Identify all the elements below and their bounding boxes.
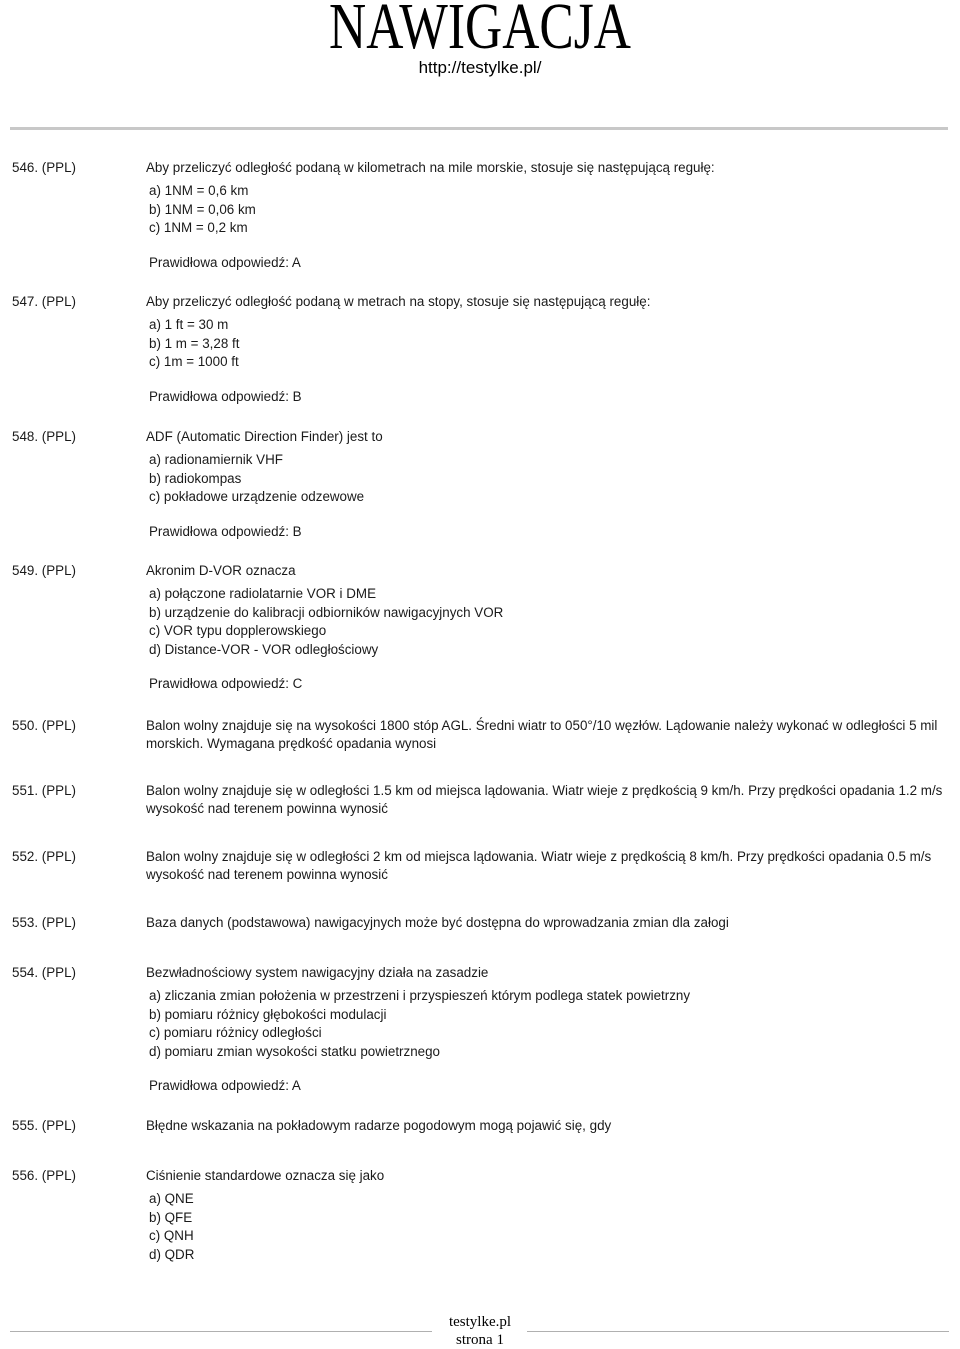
answer-options [149, 451, 947, 507]
question-number: 552. (PPL) [12, 849, 77, 864]
option-b: b) urządzenie do kalibracji odbiorników nawigacyjnych VOR [149, 604, 504, 620]
option-c: c) QNH [149, 1228, 194, 1243]
correct-answer: Prawidłowa odpowiedź: B [149, 388, 302, 404]
question-549 [12, 562, 947, 693]
header-divider [10, 127, 948, 130]
question-555 [12, 1117, 947, 1135]
answer-options [149, 585, 947, 659]
option-c: c) pomiaru różnicy odległości [149, 1025, 322, 1040]
question-number: 547. (PPL) [12, 294, 77, 309]
option-b: b) pomiaru różnicy głębokości modulacji [149, 1006, 387, 1022]
correct-answer: Prawidłowa odpowiedź: C [149, 676, 303, 691]
question-548 [12, 428, 947, 541]
question-text: Aby przeliczyć odległość podaną w metrach na stopy, stosuje się następującą regułę: [146, 294, 651, 309]
option-d: d) pomiaru zmian wysokości statku powietrznego [149, 1043, 440, 1059]
option-c: c) 1NM = 0,2 km [149, 220, 248, 235]
footer-site: testylke.pl [448, 1314, 512, 1330]
answer-options [149, 987, 947, 1061]
option-d: d) QDR [149, 1246, 195, 1262]
question-number: 550. (PPL) [12, 718, 77, 733]
option-b: b) QFE [149, 1209, 193, 1225]
option-b: b) radiokompas [149, 470, 242, 486]
document-title: NAWIGACJA [329, 0, 631, 63]
question-number: 549. (PPL) [12, 563, 77, 578]
question-number: 546. (PPL) [12, 160, 77, 175]
question-text: Balon wolny znajduje się na wysokości 1800 stóp AGL. Średni wiatr to 050°/10 węzłów. Lądowanie należy wykonać w odległości 5 mil morskich. Wymagana prędkość opadania wynosi [146, 718, 938, 751]
option-a: a) 1 ft = 30 m [149, 317, 229, 332]
option-b: b) 1NM = 0,06 km [149, 201, 256, 217]
option-d: d) Distance-VOR - VOR odległościowy [149, 641, 379, 657]
source-url: http://testylke.pl/ [418, 58, 542, 77]
question-546 [12, 159, 947, 272]
question-number: 553. (PPL) [12, 915, 77, 930]
question-552 [12, 848, 947, 884]
option-a: a) QNE [149, 1191, 194, 1206]
question-text: Akronim D-VOR oznacza [146, 563, 296, 578]
answer-options [149, 316, 947, 372]
option-a: a) 1NM = 0,6 km [149, 183, 249, 198]
question-text: Aby przeliczyć odległość podaną w kilometrach na mile morskie, stosuje się następującą regułę: [146, 160, 715, 175]
question-text: Błędne wskazania na pokładowym radarze pogodowym mogą pojawić się, gdy [146, 1118, 612, 1133]
correct-answer: Prawidłowa odpowiedź: A [149, 1078, 301, 1093]
answer-options [149, 1190, 947, 1264]
question-text: Bezwładnościowy system nawigacyjny działa na zasadzie [146, 965, 489, 980]
question-556 [12, 1167, 947, 1264]
question-number: 554. (PPL) [12, 965, 77, 980]
question-550 [12, 717, 947, 753]
option-a: a) połączone radiolatarnie VOR i DME [149, 586, 377, 601]
question-text: Balon wolny znajduje się w odległości 2 km od miejsca lądowania. Wiatr wieje z prędkością 8 km/h. Przy prędkości opadania 0.5 m/s wysokość nad terenem powinna wynosić [146, 849, 932, 882]
answer-options [149, 182, 947, 238]
option-b: b) 1 m = 3,28 ft [149, 335, 240, 351]
question-text: Ciśnienie standardowe oznacza się jako [146, 1168, 385, 1183]
page-number: strona 1 [456, 1332, 504, 1348]
correct-answer: Prawidłowa odpowiedź: B [149, 523, 302, 539]
question-text: Baza danych (podstawowa) nawigacyjnych może być dostępna do wprowadzania zmian dla załogi [146, 915, 729, 930]
question-text: ADF (Automatic Direction Finder) jest to [146, 429, 383, 444]
question-number: 556. (PPL) [12, 1168, 77, 1183]
question-number: 555. (PPL) [12, 1118, 77, 1133]
option-c: c) 1m = 1000 ft [149, 354, 239, 369]
option-c: c) pokładowe urządzenie odzewowe [149, 489, 365, 504]
option-c: c) VOR typu dopplerowskiego [149, 623, 327, 638]
question-551 [12, 782, 947, 818]
question-553 [12, 914, 947, 932]
option-a: a) zliczania zmian położenia w przestrzeni i przyspieszeń którym podlega statek powietrzny [149, 988, 691, 1003]
correct-answer: Prawidłowa odpowiedź: A [149, 254, 301, 270]
option-a: a) radionamiernik VHF [149, 452, 283, 467]
question-547 [12, 293, 947, 406]
question-554 [12, 964, 947, 1095]
question-number: 551. (PPL) [12, 783, 77, 798]
question-text: Balon wolny znajduje się w odległości 1.5 km od miejsca lądowania. Wiatr wieje z prędkością 9 km/h. Przy prędkości opadania 1.2 m/s wysokość nad terenem powinna wynosić [146, 783, 943, 816]
question-number: 548. (PPL) [12, 429, 77, 444]
